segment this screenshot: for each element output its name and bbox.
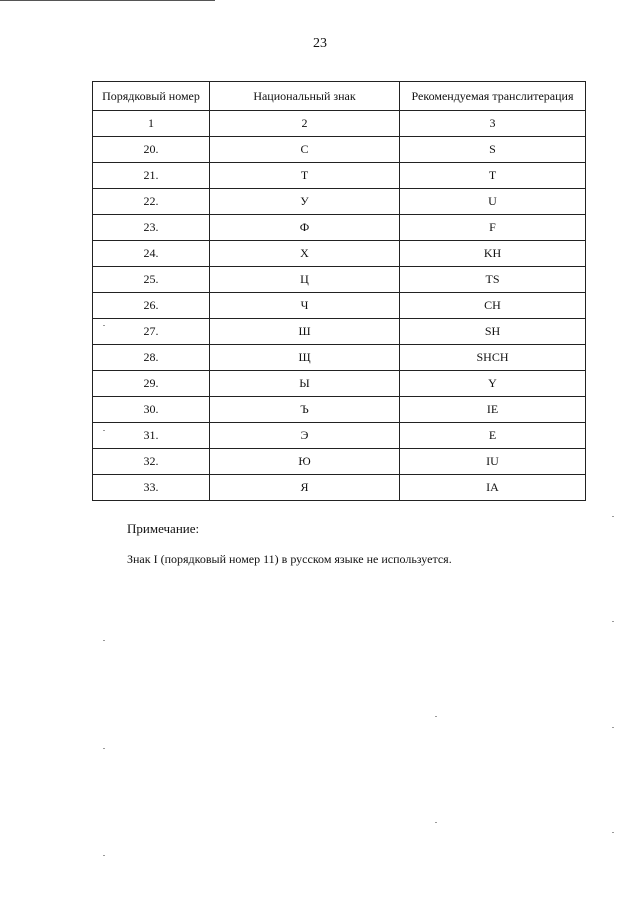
ordinal-number-cell: 30. — [93, 397, 210, 423]
table-row — [93, 163, 586, 189]
scan-speck — [103, 855, 105, 856]
header-recommended-transliteration: Рекомендуемая транслитерация — [400, 82, 586, 111]
table-row — [93, 293, 586, 319]
ordinal-number-cell: 33. — [93, 475, 210, 501]
table-row — [93, 319, 586, 345]
national-sign-cell: Ц — [210, 267, 400, 293]
note-text: Знак I (порядковый номер 11) в русском языке не используется. — [127, 552, 452, 566]
transliteration-cell: CH — [400, 293, 586, 319]
scan-edge-line — [0, 0, 215, 1]
ordinal-number-cell: 27. — [93, 319, 210, 345]
national-sign-cell: 2 — [210, 111, 400, 137]
table-row — [93, 189, 586, 215]
table-row — [93, 423, 586, 449]
scan-speck — [612, 832, 614, 833]
transliteration-cell: IU — [400, 449, 586, 475]
transliteration-cell: U — [400, 189, 586, 215]
header-ordinal-number: Порядковый номер — [93, 82, 210, 111]
ordinal-number-cell: 24. — [93, 241, 210, 267]
scan-speck — [103, 748, 105, 749]
national-sign-cell: С — [210, 137, 400, 163]
header-national-sign: Национальный знак — [210, 82, 400, 111]
scan-speck — [103, 640, 105, 641]
transliteration-table — [92, 81, 586, 501]
table-row — [93, 397, 586, 423]
table-row — [93, 345, 586, 371]
national-sign-cell: Э — [210, 423, 400, 449]
scan-speck — [612, 516, 614, 517]
national-sign-cell: Я — [210, 475, 400, 501]
transliteration-cell: TS — [400, 267, 586, 293]
national-sign-cell: Ч — [210, 293, 400, 319]
ordinal-number-cell: 22. — [93, 189, 210, 215]
national-sign-cell: Ф — [210, 215, 400, 241]
ordinal-number-cell: 20. — [93, 137, 210, 163]
scan-speck — [435, 822, 437, 823]
table-row — [93, 475, 586, 501]
ordinal-number-cell: 1 — [93, 111, 210, 137]
ordinal-number-cell: 31. — [93, 423, 210, 449]
ordinal-number-cell: 29. — [93, 371, 210, 397]
ordinal-number-cell: 28. — [93, 345, 210, 371]
table-column-number-row — [93, 111, 586, 137]
scan-speck — [103, 430, 105, 431]
transliteration-cell: S — [400, 137, 586, 163]
ordinal-number-cell: 26. — [93, 293, 210, 319]
scan-speck — [435, 716, 437, 717]
scan-speck — [612, 621, 614, 622]
transliteration-cell: Y — [400, 371, 586, 397]
scan-speck — [103, 325, 105, 326]
ordinal-number-cell: 23. — [93, 215, 210, 241]
scan-speck — [612, 727, 614, 728]
national-sign-cell: У — [210, 189, 400, 215]
transliteration-cell: SHCH — [400, 345, 586, 371]
ordinal-number-cell: 25. — [93, 267, 210, 293]
table-row — [93, 449, 586, 475]
ordinal-number-cell: 21. — [93, 163, 210, 189]
note-title: Примечание: — [127, 521, 200, 536]
transliteration-cell: SH — [400, 319, 586, 345]
transliteration-cell: T — [400, 163, 586, 189]
national-sign-cell: Т — [210, 163, 400, 189]
table-row — [93, 241, 586, 267]
national-sign-cell: Ю — [210, 449, 400, 475]
table-row — [93, 137, 586, 163]
transliteration-cell: IE — [400, 397, 586, 423]
national-sign-cell: Ъ — [210, 397, 400, 423]
national-sign-cell: Ш — [210, 319, 400, 345]
table-row — [93, 371, 586, 397]
table-row — [93, 267, 586, 293]
national-sign-cell: Ы — [210, 371, 400, 397]
page-number: 23 — [313, 36, 327, 51]
table-row — [93, 215, 586, 241]
transliteration-cell: IA — [400, 475, 586, 501]
national-sign-cell: Х — [210, 241, 400, 267]
table-body — [93, 111, 586, 501]
transliteration-cell: F — [400, 215, 586, 241]
ordinal-number-cell: 32. — [93, 449, 210, 475]
national-sign-cell: Щ — [210, 345, 400, 371]
transliteration-cell: KH — [400, 241, 586, 267]
transliteration-cell: E — [400, 423, 586, 449]
table-header-row — [93, 82, 586, 111]
transliteration-cell: 3 — [400, 111, 586, 137]
